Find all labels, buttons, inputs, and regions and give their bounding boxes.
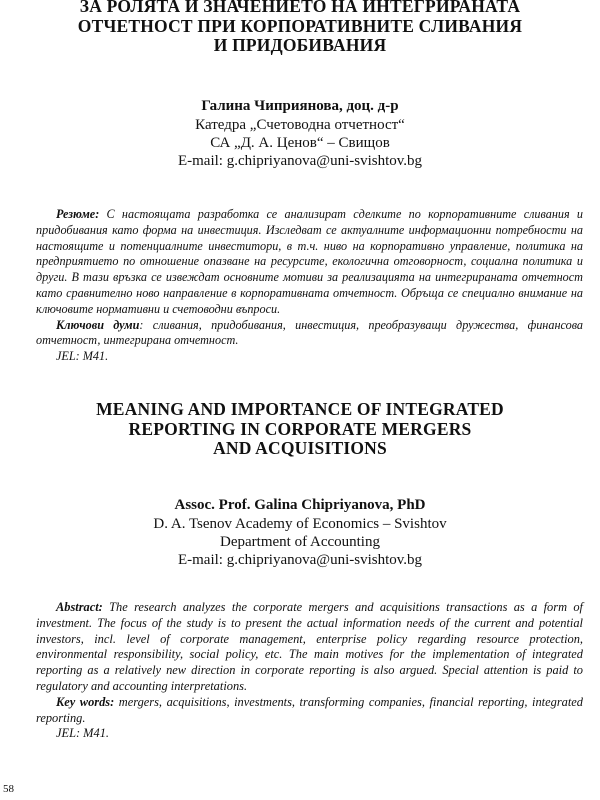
english-author-block (20, 496, 580, 569)
english-abstract-label: Abstract: (56, 600, 103, 614)
bulgarian-keywords (36, 318, 583, 350)
bulgarian-department: Катедра „Счетоводна отчетност“ (195, 117, 405, 133)
bulgarian-keywords-label: Ключови думи (56, 317, 140, 332)
bulgarian-email: E-mail: g.chipriyanova@uni-svishtov.bg (177, 153, 423, 169)
english-keywords (36, 695, 583, 727)
bulgarian-author-name: Галина Чиприянова, доц. д-р (201, 98, 399, 114)
english-email: E-mail: g.chipriyanova@uni-svishtov.bg (177, 552, 423, 568)
english-jel-code: JEL: M41. (56, 726, 109, 741)
english-title-line: AND ACQUISITIONS (213, 438, 387, 458)
english-keywords-label: Key words: (56, 694, 115, 709)
english-abstract-text: The research analyzes the corporate mergers and acquisitions transactions as a form of investment. The focus of the study is to present the actual information needs of the current and potential investors, incl. level of corporate management, enterprise policy regarding resource protection, environmental responsibility, social policy, etc. The main motives for the implementation of integrated reporting as a relatively new direction in corporate reporting is also argued. Special attention is paid to regulatory and accounting interpretations. (36, 600, 583, 693)
bulgarian-institution: СА „Д. А. Ценов“ – Свищов (210, 135, 390, 151)
bulgarian-title-line: ОТЧЕТНОСТ ПРИ КОРПОРАТИВНИТЕ СЛИВАНИЯ (77, 15, 523, 36)
english-author-name: Assoc. Prof. Galina Chipriyanova, PhD (174, 497, 426, 513)
bulgarian-jel-code: JEL: M41. (56, 349, 109, 364)
english-abstract-paragraph (36, 600, 583, 695)
bulgarian-author-block (20, 97, 580, 170)
bulgarian-title-line: ЗА РОЛЯТА И ЗНАЧЕНИЕТО НА ИНТЕГРИРАНАТА (79, 0, 521, 16)
bulgarian-title (20, 0, 580, 56)
bulgarian-abstract (36, 207, 583, 365)
page-number: 58 (3, 783, 14, 795)
english-title-line: REPORTING IN CORPORATE MERGERS (128, 418, 472, 439)
bulgarian-abstract-label: Резюме: (56, 207, 100, 221)
english-department: Department of Accounting (220, 534, 380, 550)
english-keywords-text: mergers, acquisitions, investments, transforming companies, financial reporting, integrated reporting. (36, 694, 583, 725)
bulgarian-title-line: И ПРИДОБИВАНИЯ (213, 35, 387, 55)
english-institution: D. A. Tsenov Academy of Economics – Svishtov (153, 516, 447, 532)
english-abstract (36, 600, 583, 742)
bulgarian-abstract-text: С настоящата разработка се анализират сделките по корпоративните сливания и придобивания като форма на инвестиция. Изследват се актуалните информационни потребности на настоящите и потенциалните инвеститори, в т.ч. ниво на корпоративно управление, политика на предприятието по отношение опазване на ресурсите, екологична отговорност, социална политика и други. В тази връзка се извеждат основните мотиви за реализацията на интегрираната отчетност като сравнително ново направление в корпоративната отчетност. Обръща се специално внимание на ключовите нормативни и счетоводни въпроси. (36, 207, 583, 316)
bulgarian-keywords-text: : сливания, придобивания, инвестиция, преобразуващи дружества, финансова отчетност, интегрирана отчетност. (36, 317, 583, 348)
english-title (20, 400, 580, 459)
english-title-line: MEANING AND IMPORTANCE OF INTEGRATED (96, 399, 504, 419)
bulgarian-abstract-paragraph (36, 207, 583, 318)
